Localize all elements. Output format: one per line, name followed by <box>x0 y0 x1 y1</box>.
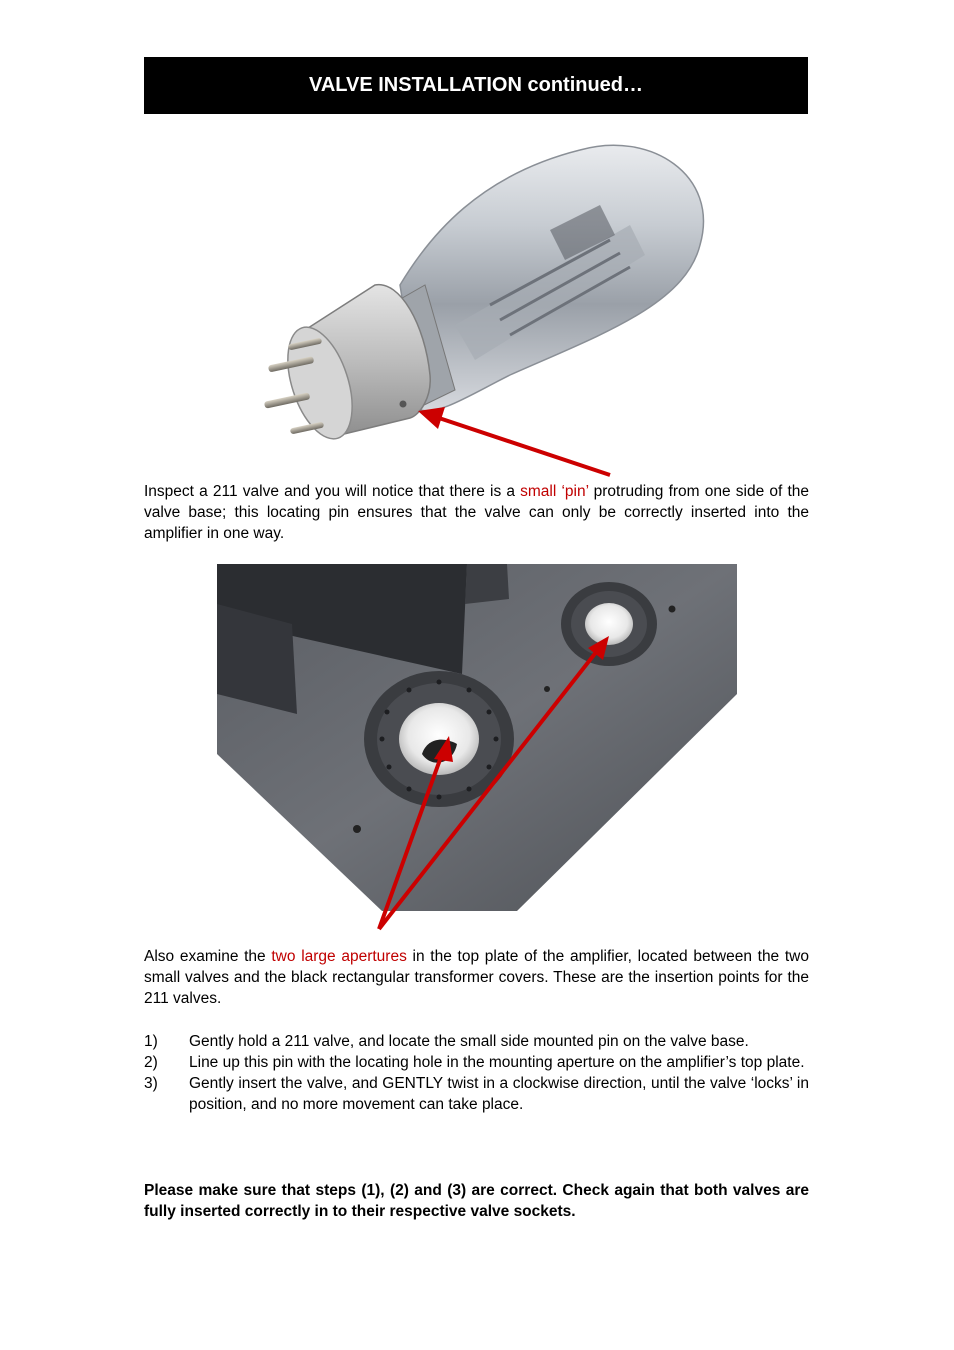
intro-text-start: Inspect a 211 valve and you will notice that there is a <box>144 483 521 500</box>
section-title: VALVE INSTALLATION continued… <box>308 74 644 96</box>
small-pin-highlight: small ‘pin’ <box>520 483 589 500</box>
list-item <box>144 1031 809 1052</box>
apertures-text-start: Also examine the <box>144 948 272 965</box>
warning-note: Please make sure that steps (1), (2) and (3) are correct. Check again that both valves are fully inserted correctly in to their respective valve sockets. <box>144 1182 809 1220</box>
section-header <box>144 57 808 114</box>
step-number: 1) <box>144 1033 158 1050</box>
step-number: 3) <box>144 1075 158 1092</box>
intro-paragraph <box>144 481 809 544</box>
valve-shape <box>264 145 704 447</box>
amplifier-shape <box>217 564 737 911</box>
step-text: Gently hold a 211 valve, and locate the small side mounted pin on the valve base. <box>189 1033 749 1050</box>
pin-pointer-arrow <box>418 407 610 475</box>
apertures-text-end: in the top plate of the amplifier, located between the two small valves and the black rectangular transformer covers. These are the insertion points for the 211 valves. <box>144 948 809 1007</box>
two-large-apertures-highlight: two large apertures <box>271 948 407 965</box>
list-item <box>144 1073 809 1115</box>
step-text: Gently insert the valve, and GENTLY twist in a clockwise direction, until the valve ‘locks’ in position, and no more movement can take place. <box>189 1075 809 1113</box>
installation-steps <box>144 1031 809 1115</box>
valve-photo <box>250 135 710 480</box>
apertures-paragraph <box>144 946 809 1009</box>
step-text: Line up this pin with the locating hole in the mounting aperture on the amplifier’s top plate. <box>189 1054 805 1071</box>
amplifier-top-plate-photo <box>217 564 737 944</box>
list-item <box>144 1052 809 1073</box>
step-number: 2) <box>144 1054 158 1071</box>
intro-text-end: protruding from one side of the valve base; this locating pin ensures that the valve can only be correctly inserted into the amplifier in one way. <box>144 483 809 542</box>
